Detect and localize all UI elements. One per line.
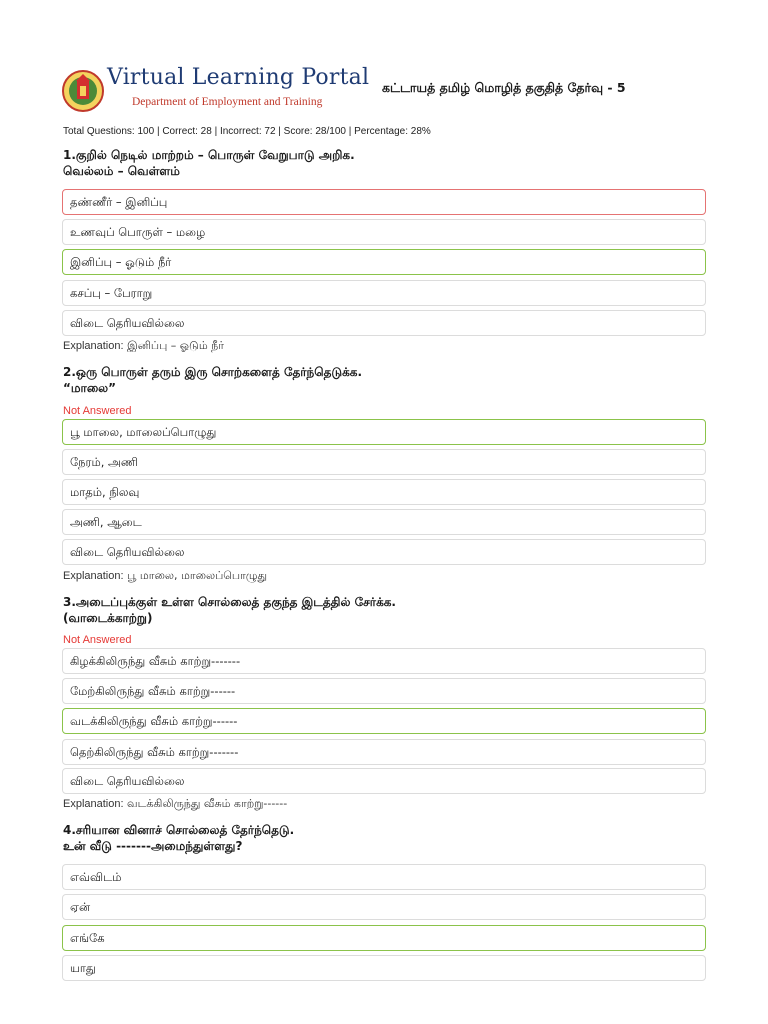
portal-title: Virtual Learning Portal: [107, 65, 370, 90]
option[interactable]: விடை தெரியவில்லை: [62, 539, 706, 565]
explanation-text: இனிப்பு – ஓடும் நீர்: [127, 339, 224, 352]
question-subtext: “மாலை”: [63, 381, 117, 395]
explanation-text: வடக்கிலிருந்து வீசும் காற்று------: [127, 797, 288, 810]
explanation-label: Explanation:: [63, 570, 124, 582]
option-selected-wrong[interactable]: தண்ணீர் – இனிப்பு: [62, 189, 706, 215]
option-correct[interactable]: எங்கே: [62, 925, 706, 951]
option[interactable]: உணவுப் பொருள் – மழை: [62, 219, 706, 245]
question-text: 4.சரியான வினாச் சொல்லைத் தேர்ந்தெடு.: [63, 823, 295, 837]
question-subtext: உன் வீடு -------அமைந்துள்ளது?: [63, 839, 243, 853]
explanation-label: Explanation:: [63, 340, 124, 352]
option[interactable]: தெற்கிலிருந்து வீசும் காற்று-------: [62, 739, 706, 765]
question-subtext: வெல்லம் – வெள்ளம்: [63, 164, 180, 178]
question-title: [63, 364, 362, 396]
option[interactable]: விடை தெரியவில்லை: [62, 310, 706, 336]
question-text: 1.குறில் நெடில் மாற்றம் – பொருள் வேறுபாடு அறிக.: [63, 148, 355, 162]
question-title: [63, 822, 294, 854]
option[interactable]: எவ்விடம்: [62, 864, 706, 890]
option-correct[interactable]: பூ மாலை, மாலைப்பொழுது: [62, 419, 706, 445]
option[interactable]: ஏன்: [62, 894, 706, 920]
question-text: 3.அடைப்புக்குள் உள்ள சொல்லைத் தகுந்த இடத்தில் சேர்க்க.: [63, 595, 396, 609]
option[interactable]: அணி, ஆடை: [62, 509, 706, 535]
question-title: [63, 594, 396, 626]
portal-subtitle: Department of Employment and Training: [132, 96, 323, 108]
header: [62, 66, 722, 114]
option[interactable]: கசப்பு – பேராறு: [62, 280, 706, 306]
question-title: [63, 147, 355, 179]
explanation: [63, 569, 267, 584]
question-subtext: (வாடைக்காற்று): [63, 611, 153, 625]
score-summary: Total Questions: 100 | Correct: 28 | Incorrect: 72 | Score: 28/100 | Percentage: 28%: [63, 126, 431, 137]
explanation-text: பூ மாலை, மாலைப்பொழுது: [127, 569, 268, 582]
explanation: [63, 797, 287, 812]
explanation: [63, 339, 224, 354]
explanation-label: Explanation:: [63, 798, 124, 810]
not-answered-status: Not Answered: [63, 405, 132, 417]
option-correct[interactable]: வடக்கிலிருந்து வீசும் காற்று------: [62, 708, 706, 734]
question-text: 2.ஒரு பொருள் தரும் இரு சொற்களைத் தேர்ந்தெடுக்க.: [63, 365, 363, 379]
exam-title: கட்டாயத் தமிழ் மொழித் தகுதித் தேர்வு - 5: [382, 80, 626, 95]
option[interactable]: நேரம், அணி: [62, 449, 706, 475]
option-correct[interactable]: இனிப்பு – ஓடும் நீர்: [62, 249, 706, 275]
option[interactable]: விடை தெரியவில்லை: [62, 768, 706, 794]
option[interactable]: மாதம், நிலவு: [62, 479, 706, 505]
option[interactable]: மேற்கிலிருந்து வீசும் காற்று------: [62, 678, 706, 704]
tn-emblem-icon: [62, 69, 104, 113]
option[interactable]: யாது: [62, 955, 706, 981]
option[interactable]: கிழக்கிலிருந்து வீசும் காற்று-------: [62, 648, 706, 674]
not-answered-status: Not Answered: [63, 634, 132, 646]
